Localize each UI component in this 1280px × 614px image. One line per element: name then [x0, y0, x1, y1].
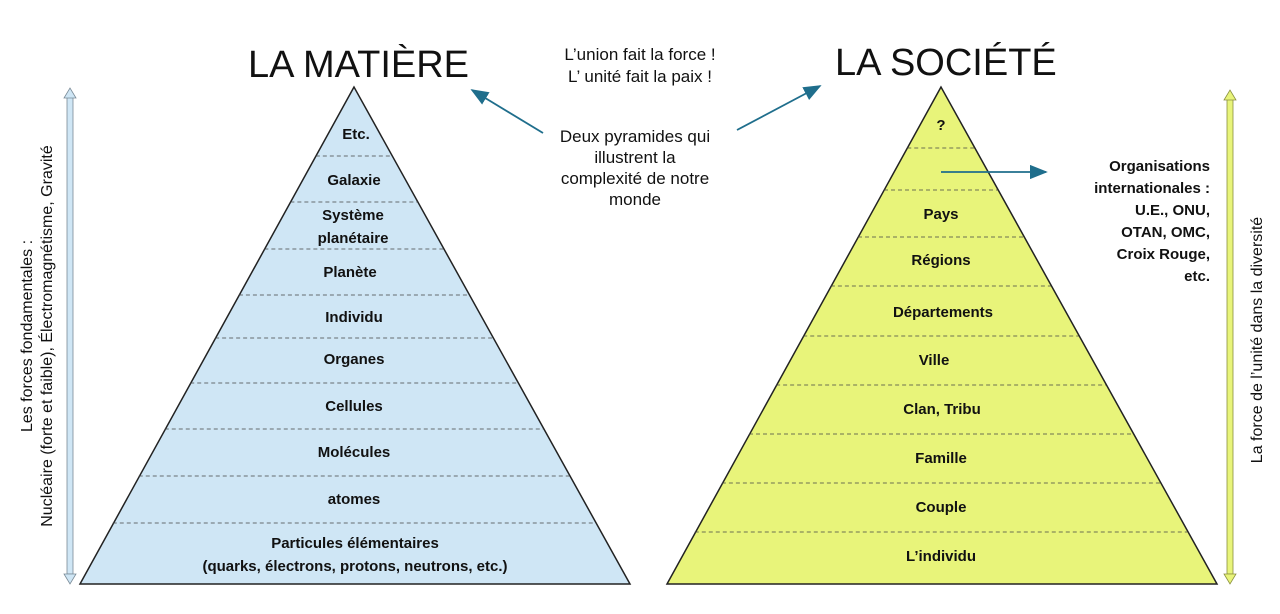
- matter-level-etc: Etc.: [342, 126, 370, 143]
- society-level-question: ?: [936, 117, 946, 134]
- society-level-pays: Pays: [923, 206, 959, 223]
- motto: [540, 44, 740, 88]
- society-level-individu: L’individu: [906, 548, 976, 565]
- society-level-clan-tribu: Clan, Tribu: [903, 401, 981, 418]
- matter-level-organes: Organes: [323, 351, 385, 368]
- society-level-couple: Couple: [915, 499, 967, 516]
- motto-line-2: L’ unité fait la paix !: [568, 67, 712, 86]
- matter-pyramid: [80, 87, 630, 584]
- matter-level-cellules: Cellules: [325, 398, 383, 415]
- forces-label: Les forces fondamentales : Nucléaire (forte et faible), Électromagnétisme, Gravité: [19, 145, 56, 527]
- matter-level-systeme-planetaire: Système planétaire: [317, 207, 389, 247]
- matiere-title: LA MATIÈRE: [248, 44, 470, 86]
- society-level-famille: Famille: [915, 450, 967, 467]
- organisations-note: Organisations internationales : U.E., ONU, OTAN, OMC, Croix Rouge, etc.: [1094, 158, 1210, 285]
- matter-level-planete: Planète: [323, 264, 377, 281]
- matter-level-particules: Particules élémentaires (quarks, électrons, protons, neutrons, etc.): [202, 535, 508, 575]
- center-note: Deux pyramides qui illustrent la complexité de notre monde: [559, 127, 711, 209]
- matter-level-galaxie: Galaxie: [327, 172, 381, 189]
- arrow-to-societe: [737, 86, 820, 130]
- society-level-departements: Départements: [892, 304, 994, 321]
- unity-label: La force de l’unité dans la diversité: [1249, 216, 1266, 464]
- society-level-ville: Ville: [918, 352, 950, 369]
- matter-level-atomes: atomes: [327, 491, 381, 508]
- motto-line-1: L’union fait la force !: [564, 45, 716, 64]
- left-double-arrow: [64, 88, 76, 584]
- society-level-regions: Régions: [911, 252, 971, 269]
- societe-title: LA SOCIÉTÉ: [835, 42, 1057, 84]
- matter-level-individu: Individu: [325, 309, 383, 326]
- right-double-arrow: [1224, 90, 1236, 584]
- arrow-to-matiere: [472, 90, 543, 133]
- matter-level-molecules: Molécules: [317, 444, 391, 461]
